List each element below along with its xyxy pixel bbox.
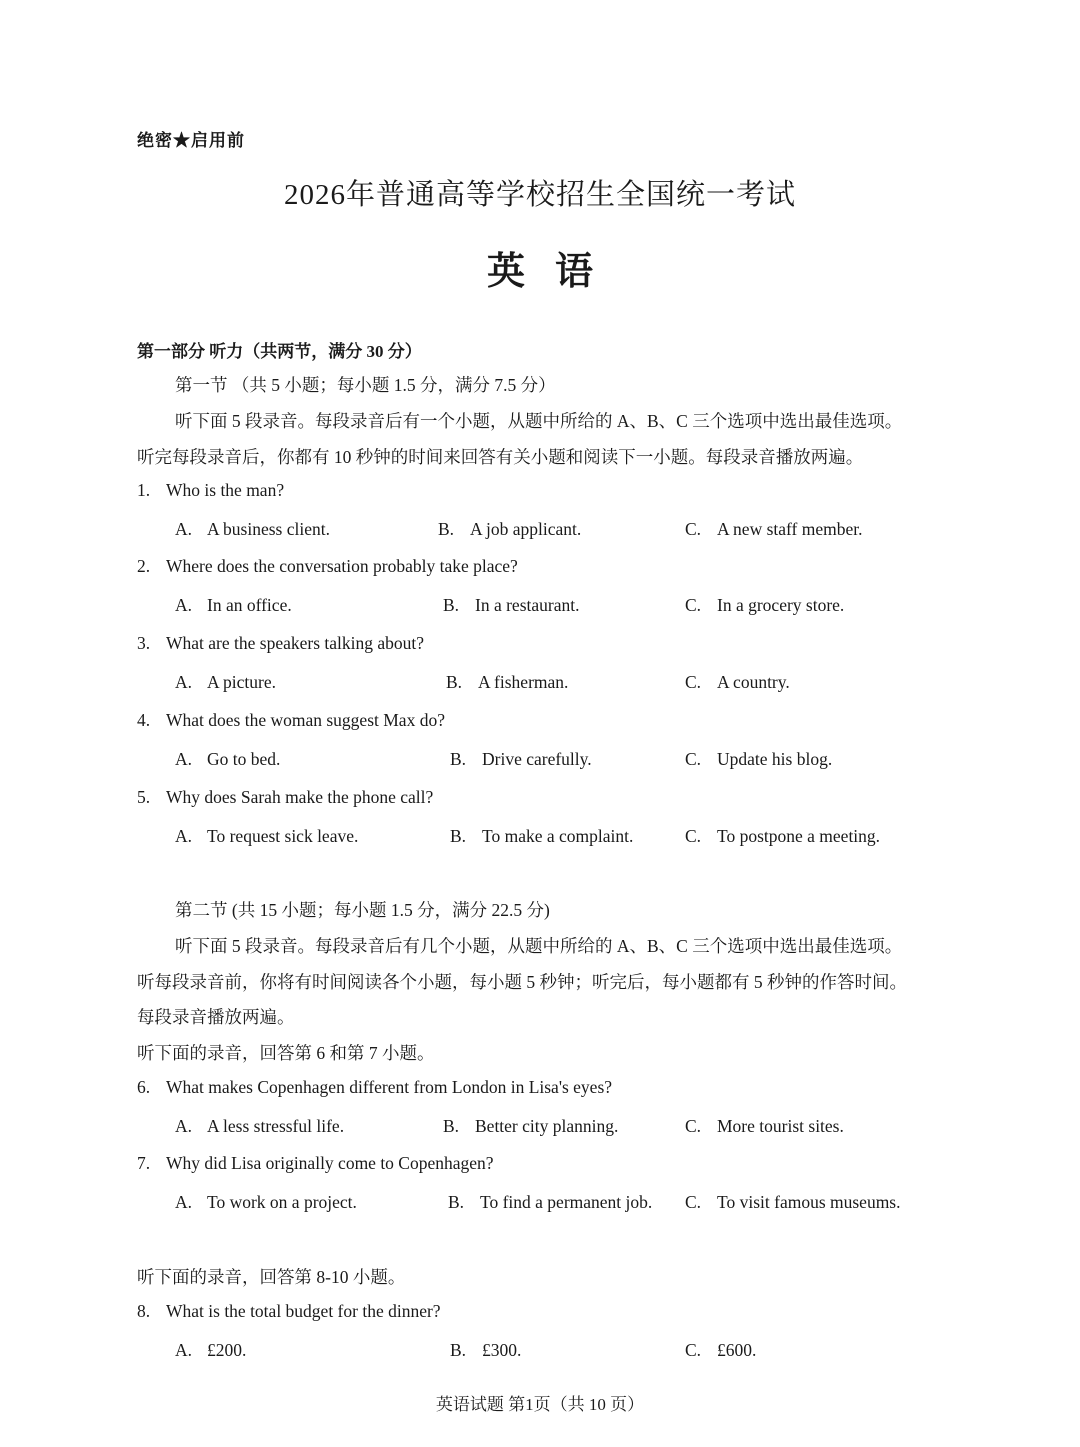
- section1-heading: 第一节 （共 5 小题；每小题 1.5 分，满分 7.5 分）: [175, 375, 556, 395]
- option-text: To visit famous museums.: [717, 1192, 901, 1212]
- option-letter: A.: [175, 749, 193, 769]
- option-text: To postpone a meeting.: [717, 826, 881, 846]
- option-letter: A.: [175, 826, 193, 846]
- option-letter: C.: [685, 1340, 702, 1360]
- question-number: 1.: [137, 480, 151, 500]
- group2-intro: 听下面的录音，回答第 8-10 小题。: [137, 1267, 406, 1287]
- option-text: £200.: [207, 1340, 247, 1360]
- answer-option: [175, 595, 292, 616]
- option-text: Better city planning.: [475, 1116, 619, 1136]
- option-letter: A.: [175, 1340, 193, 1360]
- exam-title: 2026年普通高等学校招生全国统一考试: [283, 179, 796, 211]
- option-letter: B.: [443, 595, 460, 615]
- answer-option: [446, 672, 568, 693]
- confidential-label: 绝密★启用前: [137, 131, 245, 150]
- option-text: A job applicant.: [470, 519, 582, 539]
- subject-title: 英语: [486, 251, 623, 293]
- answer-option: [175, 749, 280, 770]
- option-text: In a grocery store.: [717, 595, 845, 615]
- option-text: A country.: [717, 672, 790, 692]
- option-letter: C.: [685, 749, 702, 769]
- answer-option: [685, 749, 832, 770]
- question-text: What does the woman suggest Max do?: [166, 710, 445, 730]
- answer-option: [175, 519, 330, 540]
- answer-option: [685, 826, 880, 847]
- question-text: Who is the man?: [166, 480, 285, 500]
- option-text: To request sick leave.: [207, 826, 359, 846]
- option-text: A business client.: [207, 519, 330, 539]
- section2-instruction-1: 听下面 5 段录音。每段录音后有几个小题，从题中所给的 A、B、C 三个选项中选出最佳选项。: [175, 936, 903, 956]
- question-number: 8.: [137, 1301, 151, 1321]
- answer-option: [685, 1340, 756, 1361]
- option-letter: B.: [450, 749, 467, 769]
- group1-intro: 听下面的录音，回答第 6 和第 7 小题。: [137, 1043, 435, 1063]
- option-letter: C.: [685, 672, 702, 692]
- option-letter: C.: [685, 519, 702, 539]
- question-text: What is the total budget for the dinner?: [166, 1301, 441, 1321]
- question-number: 5.: [137, 787, 151, 807]
- part1-heading: 第一部分 听力（共两节，满分 30 分）: [137, 342, 422, 361]
- answer-option: [443, 1116, 618, 1137]
- option-letter: A.: [175, 519, 193, 539]
- option-letter: C.: [685, 1116, 702, 1136]
- answer-option: [438, 519, 581, 540]
- question-number: 6.: [137, 1077, 151, 1097]
- option-text: £600.: [717, 1340, 757, 1360]
- option-text: £300.: [482, 1340, 522, 1360]
- option-letter: C.: [685, 1192, 702, 1212]
- option-text: More tourist sites.: [717, 1116, 844, 1136]
- section1-instruction-2: 听完每段录音后，你都有 10 秒钟的时间来回答有关小题和阅读下一小题。每段录音播放两遍。: [137, 447, 864, 467]
- section2-instruction-2: 听每段录音前，你将有时间阅读各个小题，每小题 5 秒钟；听完后，每小题都有 5 秒钟的作答时间。: [137, 972, 907, 992]
- option-letter: B.: [438, 519, 455, 539]
- option-letter: B.: [450, 826, 467, 846]
- question-number: 7.: [137, 1153, 151, 1173]
- option-text: To work on a project.: [207, 1192, 357, 1212]
- option-text: Update his blog.: [717, 749, 833, 769]
- answer-option: [685, 595, 844, 616]
- answer-option: [685, 1116, 844, 1137]
- section1-instruction-1: 听下面 5 段录音。每段录音后有一个小题，从题中所给的 A、B、C 三个选项中选出最佳选项。: [175, 411, 903, 431]
- option-letter: A.: [175, 672, 193, 692]
- answer-option: [450, 826, 633, 847]
- option-text: A new staff member.: [717, 519, 863, 539]
- option-letter: C.: [685, 826, 702, 846]
- option-letter: A.: [175, 595, 193, 615]
- question-number: 2.: [137, 556, 151, 576]
- option-text: To find a permanent job.: [480, 1192, 653, 1212]
- answer-option: [685, 1192, 901, 1213]
- answer-option: [448, 1192, 652, 1213]
- answer-option: [443, 595, 579, 616]
- question-text: What makes Copenhagen different from London in Lisa's eyes?: [166, 1077, 613, 1097]
- answer-option: [175, 826, 358, 847]
- option-text: A less stressful life.: [207, 1116, 345, 1136]
- question-text: Why does Sarah make the phone call?: [166, 787, 434, 807]
- option-letter: C.: [685, 595, 702, 615]
- answer-option: [175, 1192, 357, 1213]
- answer-option: [685, 672, 790, 693]
- option-letter: B.: [443, 1116, 460, 1136]
- answer-option: [450, 749, 592, 770]
- question-text: Why did Lisa originally come to Copenhagen?: [166, 1153, 494, 1173]
- option-letter: B.: [448, 1192, 465, 1212]
- option-letter: B.: [450, 1340, 467, 1360]
- option-text: Drive carefully.: [482, 749, 592, 769]
- answer-option: [450, 1340, 521, 1361]
- option-text: In a restaurant.: [475, 595, 580, 615]
- answer-option: [685, 519, 862, 540]
- answer-option: [175, 1116, 344, 1137]
- option-text: To make a complaint.: [482, 826, 634, 846]
- question-number: 3.: [137, 633, 151, 653]
- option-letter: A.: [175, 1116, 193, 1136]
- option-text: A picture.: [207, 672, 277, 692]
- question-number: 4.: [137, 710, 151, 730]
- option-letter: A.: [175, 1192, 193, 1212]
- answer-option: [175, 672, 276, 693]
- question-text: What are the speakers talking about?: [166, 633, 425, 653]
- section2-instruction-3: 每段录音播放两遍。: [137, 1007, 295, 1027]
- page-footer: 英语试题 第1页（共 10 页）: [435, 1395, 645, 1414]
- question-text: Where does the conversation probably take place?: [166, 556, 518, 576]
- section2-heading: 第二节 (共 15 小题；每小题 1.5 分，满分 22.5 分): [175, 900, 550, 920]
- answer-option: [175, 1340, 246, 1361]
- option-text: In an office.: [207, 595, 292, 615]
- option-letter: B.: [446, 672, 463, 692]
- option-text: A fisherman.: [478, 672, 569, 692]
- option-text: Go to bed.: [207, 749, 281, 769]
